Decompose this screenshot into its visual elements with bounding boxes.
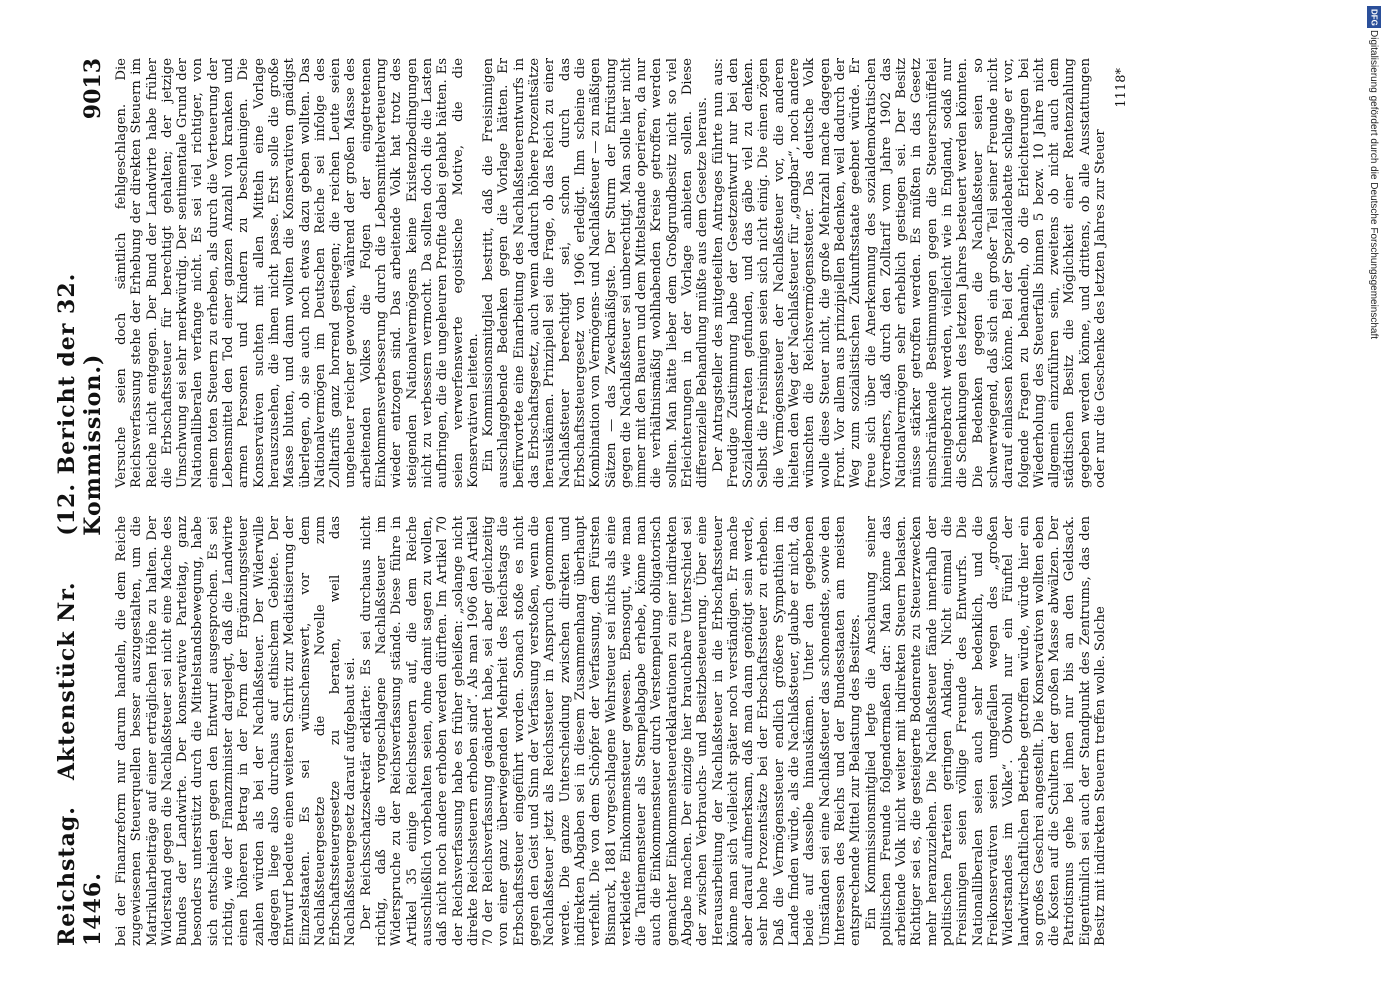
signature-mark: 1118*	[1114, 68, 1130, 108]
paragraph: Ein Kommissionsmitglied legte die Anschauung seiner politischen Freunde folgendermaßen dar: Man könne das arbeitende Volk nicht weiter mit indirekten Steuern belasten. Richtiger sei es, die gesteigerte Bodenrente zu Steuerzwecken mehr heranzuziehen. Die Nachlaßsteuer fände innerhalb der politischen Parteien geringen Anklang. Nicht einmal die Freisinnigen seien völlige Freunde des Entwurfs. Die Nationalliberalen seien auch sehr bedenklich, und die Freikonservativen seien umgefallen wegen des „großen Widerstandes im Volke“. Obwohl nur ein Fünftel der landwirtschaftlichen Betriebe getroffen würde, würde hier ein so großes Geschrei angestellt. Die Konservativen wollten eben die Kosten auf die Schultern der großen Masse abwälzen. Der Patriotismus gehe bei ihnen nur bis an den Geldsack. Eigentümlich sei auch der Standpunkt des Zentrums, das den Besitz mit indirekten Steuern treffen wolle. Solche	[863, 516, 1108, 946]
page-header	[54, 58, 106, 946]
left-column	[114, 516, 1108, 946]
page-number: 9013	[80, 58, 106, 120]
header-aktenstueck: Aktenstück Nr. 1446.	[54, 581, 106, 946]
header-reichstag: Reichstag. Aktenstück Nr. 1446.	[54, 581, 106, 946]
dfg-logo: DFG	[1367, 6, 1381, 28]
digitization-note: Digitalisierung gefördert durch die Deutsche Forschungsgemeinschaft	[1368, 30, 1379, 340]
text-columns	[114, 58, 1108, 946]
paragraph: Der Antragsteller des mitgeteilten Antrages führte nun aus: Freudige Zustimmung habe der Gesetzentwurf nur bei den Sozialdemokraten gefunden, und das gäbe viel zu denken. Selbst die Freisinnigen seien sich nicht einig. Die einen zögen die Vermögenssteuer der Nachlaßsteuer vor, die anderen hielten den Weg der Nachlaßsteuer für „gangbar“, noch andere wünschten die Reichsvermögenssteuer. Das deutsche Volk wolle diese Steuer nicht, die große Mehrzahl mache dagegen Front. Vor allem aus prinzipiellen Bedenken, weil dadurch der Weg zum sozialistischen Zukunftsstaate geebnet würde. Er freue sich über die Anerkennung des sozialdemokratischen Vorredners, daß durch den Zolltarif vom Jahre 1902 das Nationalvermögen sehr erheblich gestiegen sei. Der Besitz müsse stärker getroffen werden. Es müßten in das Gesetz einschränkende Bestimmungen gegen die Steuerschnüffelei hineingebracht werden, vielleicht wie in England, sodaß nur die Schenkungen des letzten Jahres besteuert werden könnten. Die Bedenken gegen die Nachlaßsteuer seien so schwerwiegend, daß sich ein großer Teil seiner Freunde nicht darauf einlassen könne. Bei der Spezialdebatte schlage er vor, folgende Fragen zu behandeln, ob die Erleichterungen bei Wiederholung des Steuerfalls binnen 5 bezw. 10 Jahre nicht allgemein einzuführen sein, zweitens ob nicht auch dem städtischen Besitz die Möglichkeit einer Rentenzahlung gegeben werden könne, und drittens, ob alle Ausstattungen oder nur die Geschenke des letzten Jahres zur Steuer	[710, 58, 1108, 488]
header-report-title: (12. Bericht der 32. Kommission.)	[54, 272, 106, 536]
paragraph: bei der Finanzreform nur darum handeln, die dem Reiche zugewiesenen Steuerquellen besser auszugestalten, um die Matrikularbeiträge auf einer erträglichen Höhe zu halten. Der Widerstand gegen die Nachlaßsteuer sei nicht eine Mache des Bundes der Landwirte. Der konservative Parteitag, ganz besonders unterstützt durch die Mittelstandsbewegung, habe sich entschieden gegen den Entwurf ausgesprochen. Es sei richtig, wie der Finanzminister dargelegt, daß die Landwirte einen höheren Betrag in der Form der Ergänzungssteuer zahlen würden als bei der Nachlaßsteuer. Der Widerwille dagegen liege also durchaus auf ethischem Gebiete. Der Entwurf bedeute einen weiteren Schritt zur Mediatisierung der Einzelstaaten. Es sei wünschenswert, vor dem Nachlaßsteuergesetze die Novelle zum Erbschaftssteuergesetze zu beraten, weil das Nachlaßsteuergesetz darauf aufgebaut sei.	[114, 516, 359, 946]
paragraph: Der Reichsschatzsekretär erklärte: Es sei durchaus nicht richtig, daß die vorgeschlagene Nachlaßsteuer im Widerspruche zu der Reichsverfassung stände. Diese führe in Artikel 35 einige Reichssteuern auf, die dem Reiche ausschließlich vorbehalten seien, ohne damit sagen zu wollen, daß nicht noch andere erhoben werden dürften. Im Artikel 70 der Reichsverfassung habe es früher geheißen: „solange nicht direkte Reichssteuern erhoben sind“. Als man 1906 den Artikel 70 der Reichsverfassung geändert habe, sei aber gleichzeitig von einer ganz überwiegenden Mehrheit des Reichstags die Erbschaftssteuer eingeführt worden. Sonach stoße es nicht gegen den Geist und Sinn der Verfassung verstoßen, wenn die Nachlaßsteuer jetzt als Reichssteuer in Anspruch genommen werde. Die ganze Unterscheidung zwischen direkten und indirekten Abgaben sei in diesem Zusammenhang überhaupt verfehlt. Die von dem Schöpfer der Verfassung, dem Fürsten Bismarck, 1881 vorgeschlagene Wehrsteuer sei nichts als eine verkleidete Einkommensteuer gewesen. Ebensogut, wie man die Tantiemensteuer als Stempelabgabe erhebe, könne man auch die Einkommensteuer durch Verstempelung obligatorisch gemachter Einkommensteuerdeklarationen zu einer indirekten Abgabe machen. Der einzige hier brauchbare Unterschied sei der zwischen Verbrauchs- und Besitzbesteuerung. Über eine Herausarbeitung der Nachlaßsteuer in die Erbschaftssteuer könne man sich vielleicht später noch verständigen. Er mache aber darauf aufmerksam, daß man dann genötigt sein werde, sehr hohe Prozentsätze bei der Erbschaftssteuer zu erheben. Daß die Vermögenssteuer endlich größere Sympathien im Lande finden würde, als die Nachlaßsteuer, glaube er nicht, da beide auf dasselbe hinauskämen. Unter den gegebenen Umständen sei eine Nachlaßsteuer das schonendste, sowie den Interessen des Reichs und der Bundesstaaten am meisten entsprechende Mittel zur Belastung des Besitzes.	[358, 516, 864, 946]
paragraph: Ein Kommissionsmitglied bestritt, daß die Freisinnigen ausschlaggebende Bedenken gegen die Vorlage hätten. Er befürwortete eine Einarbeitung des Nachlaßsteuerentwurfs in das Erbschaftsgesetz, auch wenn dadurch höhere Prozentsätze herauskämen. Prinzipiell sei die Frage, ob das Reich zu einer Nachlaßsteuer berechtigt sei, schon durch das Erbschaftssteuergesetz von 1906 erledigt. Ihm scheine die Kombination von Vermögens- und Nachlaßsteuer — zu mäßigen Sätzen — das Zweckmäßigste. Der Sturm der Entrüstung gegen die Nachlaßsteuer sei unberechtigt. Man solle hier nicht immer mit den Bauern und dem Mittelstande operieren, da nur die verhältnismäßig wohlhabenden Kreise getroffen werden sollten. Man hätte lieber dem Großgrundbesitz nicht so viel Erleichterungen in der Vorlage anbieten sollen. Diese differenzielle Behandlung müßte aus dem Gesetze heraus.	[481, 58, 711, 488]
paragraph: Versuche seien doch sämtlich fehlgeschlagen. Die Reichsverfassung stehe der Erhebung der direkten Steuern im Reiche nicht entgegen. Der Bund der Landwirte habe früher die Erbschaftssteuer für berechtigt gehalten; der jetzige Umschwung sei sehr merkwürdig. Der sentimentale Grund der Nationalliberalen verfange nicht. Es sei viel richtiger, von einem toten Steuern zu erheben, als durch die Verteuerung der Lebensmittel den Tod einer ganzen Anzahl von kranken und armen Personen und Kindern zu beschleunigen. Die Konservativen suchten mit allen Mitteln eine Vorlage herauszusehen, die ihnen nicht passe. Erst solle die große Masse bluten, und dann wollten die Konservativen gnädigst überlegen, ob sie auch noch etwas dazu geben wollten. Das Nationalvermögen im Deutschen Reiche sei infolge des Zolltarifs ganz horrend gestiegen; die reichen Leute seien ungeheuer reicher geworden, während der großen Masse des arbeitenden Volkes die Folgen der eingetretenen Einkommensverbesserung durch die Lebensmittelverteuerung wieder entzogen sind. Das arbeitende Volk hat trotz des steigenden Nationalvermögens keine Existenzbedingungen nicht zu verbessern vermocht. Da sollten doch die die Lasten aufbringen, die die ungeheuren Profite dabei gehabt hätten. Es seien verwerfenswerte egoistische Motive, die die Konservativen leiteten.	[114, 58, 481, 488]
right-column	[114, 58, 1108, 488]
